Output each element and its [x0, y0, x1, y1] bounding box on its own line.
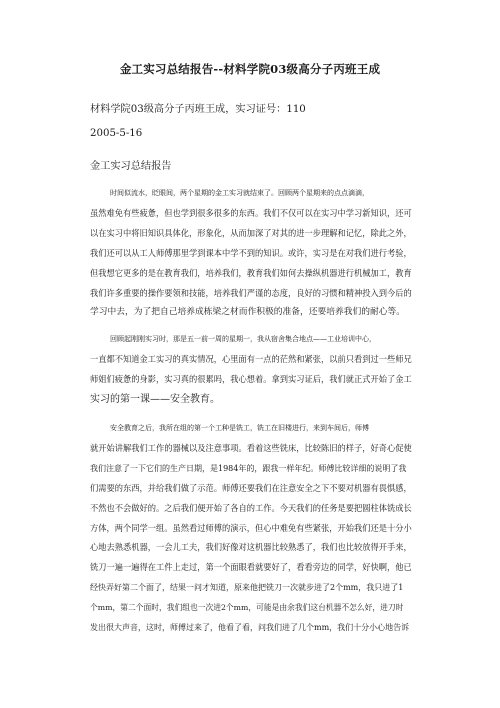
paragraph-line: 虽然难免有些疲惫，但也学到很多很多的东西。我们不仅可以在实习中学习新知识，还可	[90, 207, 412, 218]
meta-line: 材料学院03级高分子丙班王成，实习证号：110	[90, 104, 306, 115]
paragraph-line: 经快弄好第二个面了，结果一问才知道，原来他把铣刀一次就步进了2个mm，我只进了1	[90, 583, 404, 593]
document-title: 金工实习总结报告--材料学院03级高分子丙班王成	[119, 62, 381, 76]
paragraph-line: 回顾起刚刚实习时，那是五一前一周的星期一，我从宿舍集合地点——工业培训中心，	[110, 335, 376, 343]
paragraph-3	[90, 419, 412, 638]
paragraph-line: 个mm，第二个面时，我们组也一次进2个mm，可能是由余我们这台机器不怎么好，进刀时	[90, 603, 404, 613]
paragraph-line: 我们注意了一下它们的生产日期，是1984年的，跟我一样年纪。师傅比较详细的说明了我	[90, 463, 407, 473]
paragraph-line: 我们还可以从工人师傅那里学到课本中学不到的知识。或许，实习是在对我们进行考验，	[90, 247, 412, 258]
paragraph-line: 就开始讲解我们工作的器械以及注意事项。看着这些铣床，比较陈旧的样子，好奇心促使	[90, 442, 412, 453]
paragraph-line: 一直都不知道金工实习的真实情况，心里面有一点的茫然和紧张，以前只看到过一些师兄	[90, 353, 412, 364]
paragraph-1	[90, 184, 412, 323]
paragraph-line: 安全教育之后，我所在组的第一个工种是铣工，铣工在旧楼进行，来到车间后，师傅	[110, 424, 369, 432]
paragraph-line: 时间似流水，眨眼间，两个星期的金工实习就结束了。回顾两个星期来的点点滴滴，	[110, 189, 369, 197]
paragraph-line: 不然也不会做好的。之后我们便开始了各自的工作。今天我们的任务是要把圆柱体铣成长	[90, 502, 412, 513]
paragraph-line: 但我想它更多的是在教育我们，培养我们，教育我们如何去操纵机器进行机械加工，教育	[90, 267, 412, 278]
paragraph-line: 心地去熟悉机器，一会儿工夫，我们好像对这机器比较熟悉了，我们也比较放得开手来，	[90, 542, 412, 553]
paragraph-line: 铣刀一遍一遍得在工件上走过，第一个面眼看就要好了，看看旁边的同学，好快啊，他已	[90, 562, 412, 573]
paragraph-line: 们需要的东西，并给我们做了示范。师傅还要我们在注意安全之下不要对机器有畏惧感，	[90, 482, 412, 493]
paragraph-line: 实习的第一课——安全教育。	[90, 393, 220, 405]
paragraph-2	[90, 330, 412, 410]
section-title: 金工实习总结报告	[90, 161, 172, 172]
paragraph-line: 学习中去，为了把自己培养成栋梁之材而作积极的准备，还要培养我们的耐心等。	[90, 307, 405, 318]
paragraph-line: 以在实习中将旧知识具体化，形象化，从而加深了对其的进一步理解和记忆，除此之外，	[90, 227, 412, 238]
paragraph-line: 发出很大声音，这时，师傅过来了，他看了看，问我们进了几个mm，我们十分小心地告诉	[90, 623, 410, 633]
document-date: 2005-5-16	[90, 128, 143, 139]
paragraph-line: 方体，两个同学一组。虽然看过师傅的演示，但心中难免有些紧张，开始我们还是十分小	[90, 522, 412, 533]
paragraph-line: 我们许多重要的操作要领和技能，培养我们严谨的态度，良好的习惯和精神投入到今后的	[90, 287, 412, 298]
paragraph-line: 师姐们疲惫的身影，实习真的很累吗，我心想着。拿到实习证后，我们就正式开始了金工	[90, 373, 412, 384]
